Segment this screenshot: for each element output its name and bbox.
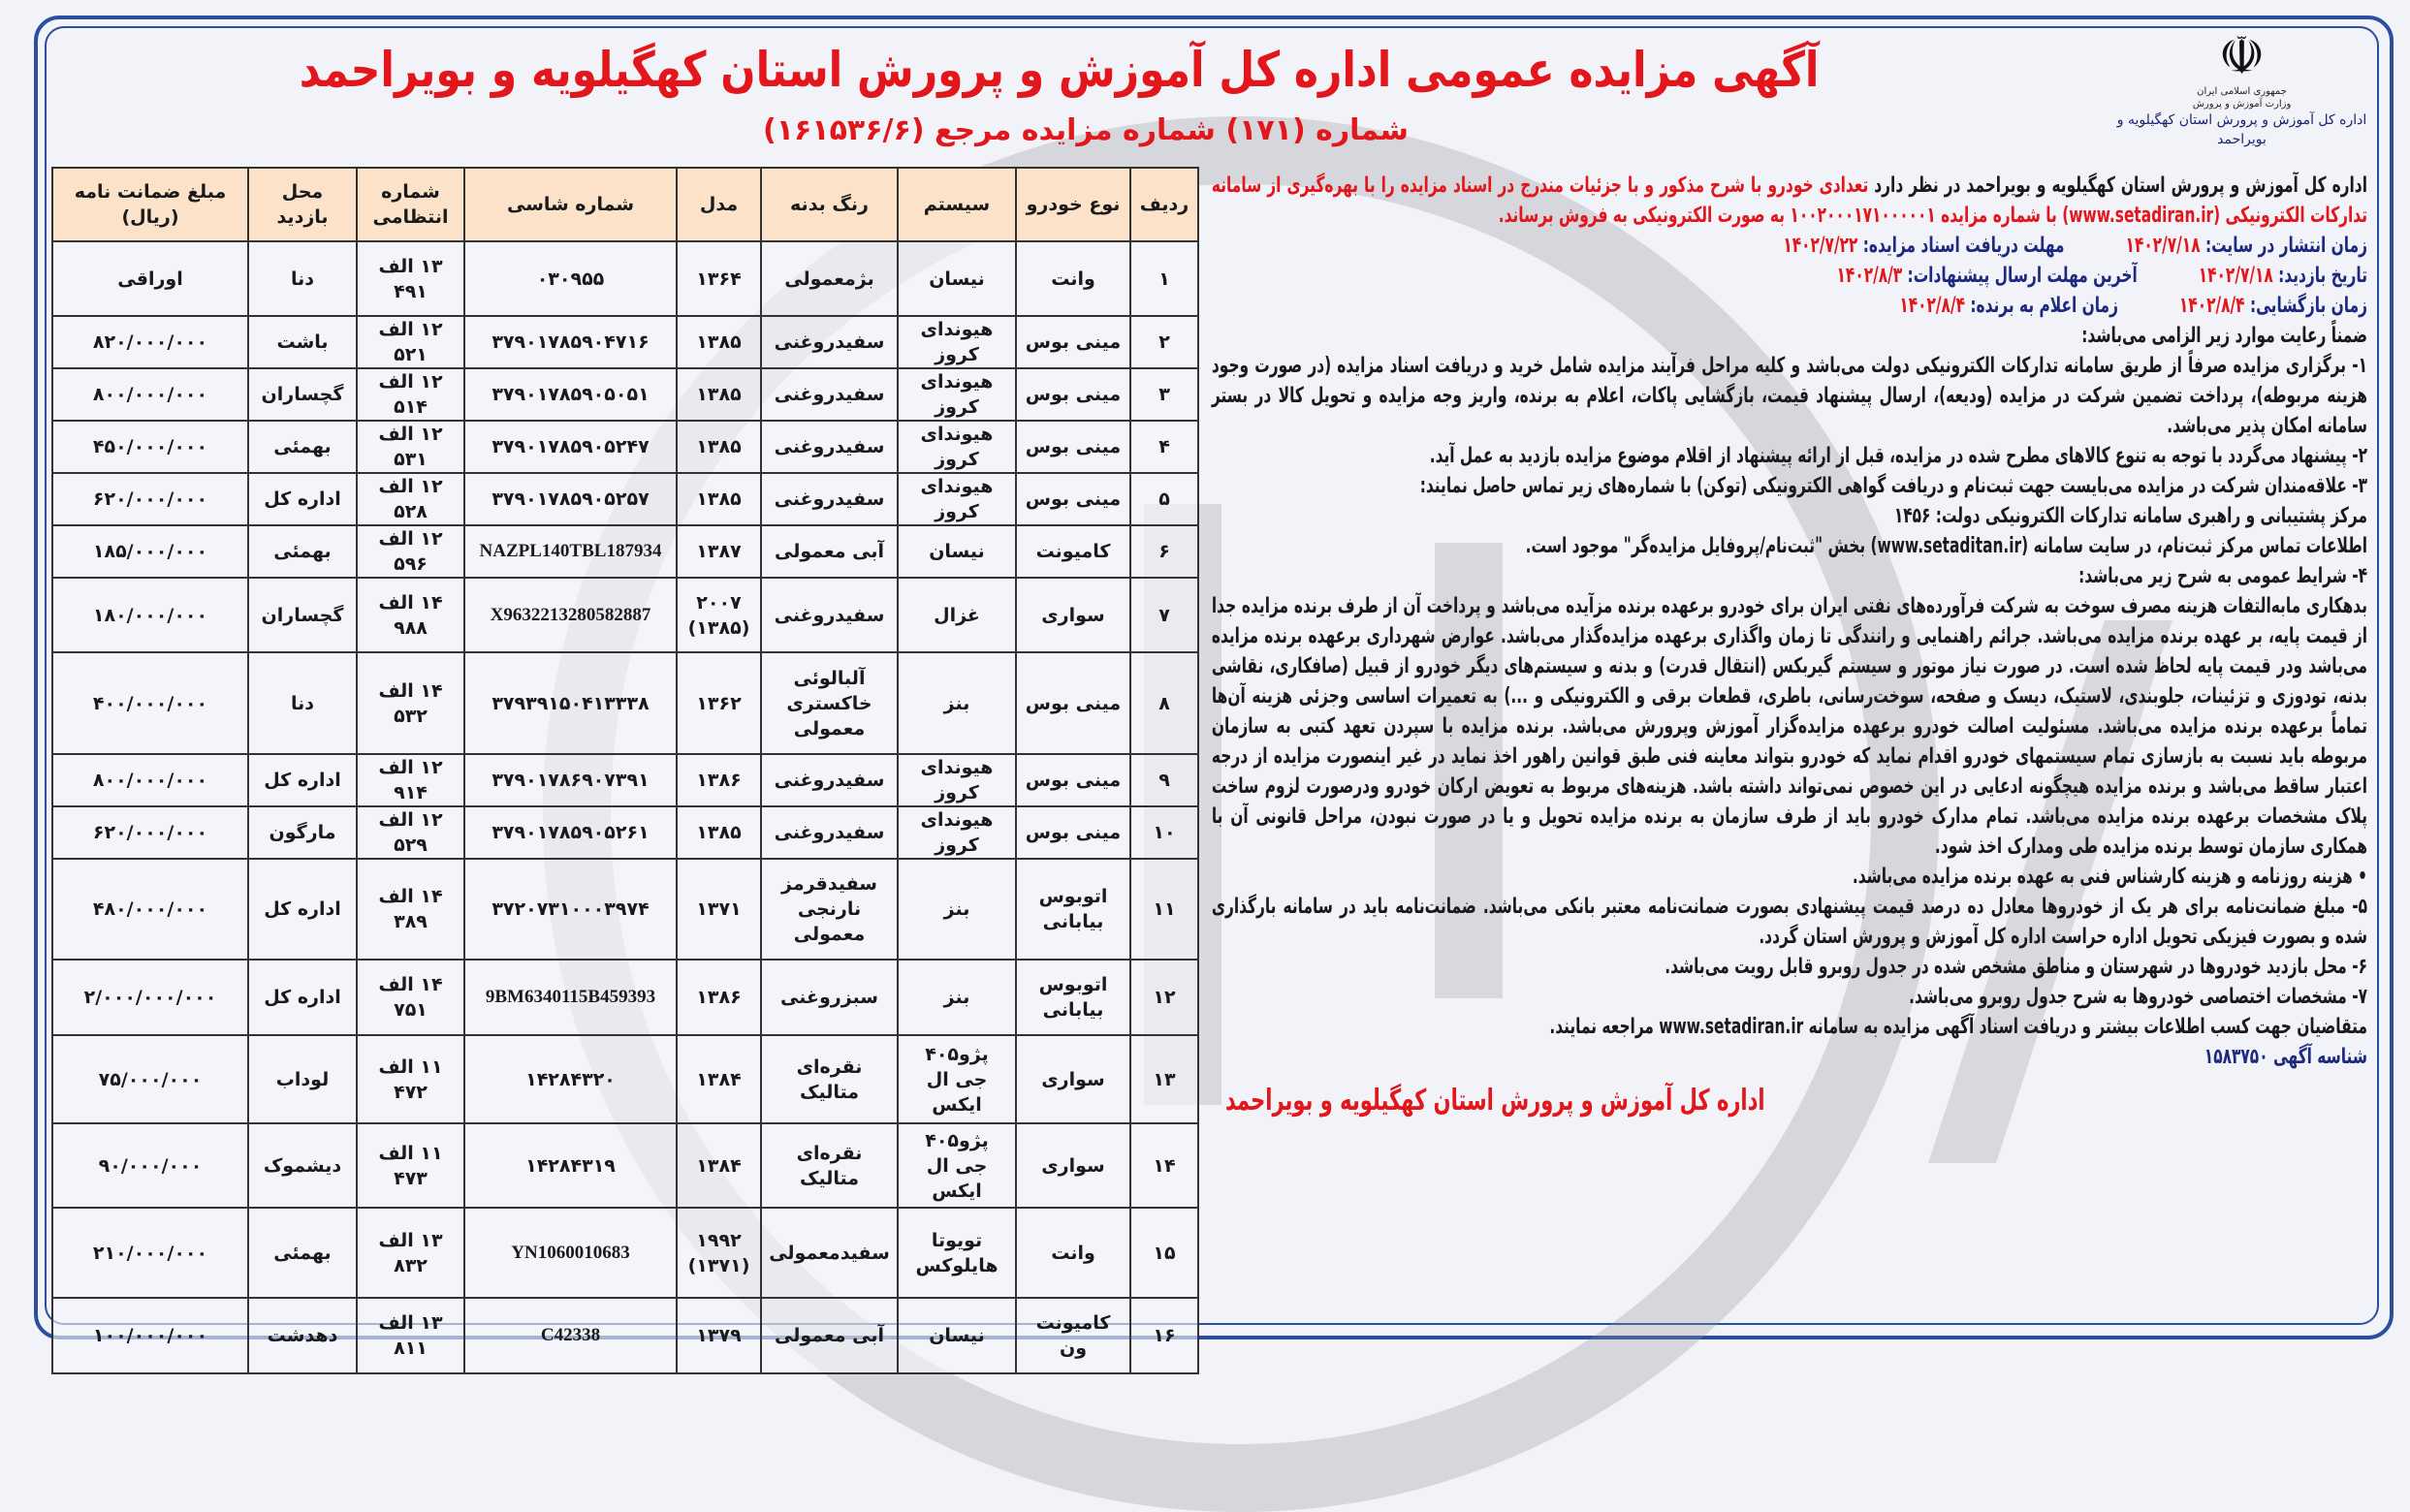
table-cell: ۱۱ الف ۴۷۳ (357, 1123, 464, 1208)
column-header: نوع خودرو (1016, 168, 1130, 241)
date-value: ۱۴۰۲/۷/۱۸ (2125, 234, 2201, 258)
table-cell: ۱۶ (1130, 1298, 1198, 1373)
table-cell: سفیدروغنی (761, 754, 898, 806)
table-cell: ۱۴ الف ۵۳۲ (357, 652, 464, 754)
table-cell: مارگون (248, 806, 357, 859)
table-cell: 9BM6340115B459393 (464, 960, 677, 1035)
table-cell: غزال (898, 578, 1016, 652)
table-cell: ۶۲۰/۰۰۰/۰۰۰ (52, 806, 248, 859)
table-cell: اتوبوس بیابانی (1016, 960, 1130, 1035)
table-cell: ۱۳۸۴ (677, 1123, 761, 1208)
table-cell: ۱۳ (1130, 1035, 1198, 1123)
table-cell: ۳۷۹۰۱۷۸۶۹۰۷۳۹۱ (464, 754, 677, 806)
table-cell: ۱۲ الف ۵۹۶ (357, 525, 464, 578)
table-cell: ۱۲ الف ۹۱۴ (357, 754, 464, 806)
table-cell: ۱۲ الف ۵۳۱ (357, 421, 464, 473)
table-cell: پژو۴۰۵ جی ال ایکس (898, 1035, 1016, 1123)
table-cell: ۰۳۰۹۵۵ (464, 241, 677, 316)
intro-highlight: تعدادی خودرو با شرح مذکور و با جزئیات مندرج در اسناد مزایده را با بهره‌گیری از سامانه تدارکات الکترونیکی (www.setadiran.ir) با شماره مزایده ۱۰۰۲۰۰۰۱۷۱۰۰۰۰۰۱ به صورت الکترونیکی به فروش برساند. (1211, 173, 2367, 228)
date-value: ۱۴۰۲/۷/۲۲ (1783, 234, 1858, 258)
table-cell: هیوندای کروز (898, 316, 1016, 368)
table-row (52, 578, 1198, 652)
table-cell: ۱۳ الف ۸۳۲ (357, 1208, 464, 1298)
table-cell: ۸۲۰/۰۰۰/۰۰۰ (52, 316, 248, 368)
table-cell: ۱۲ الف ۵۱۴ (357, 368, 464, 421)
table-cell: سفیدروغنی (761, 368, 898, 421)
table-cell: اوراقی (52, 241, 248, 316)
table-cell: ۲ (1130, 316, 1198, 368)
table-cell: اداره کل (248, 473, 357, 525)
table-cell: ۹ (1130, 754, 1198, 806)
column-header: سیستم (898, 168, 1016, 241)
table-cell: سواری (1016, 1035, 1130, 1123)
table-row (52, 1123, 1198, 1208)
table-cell: ۲/۰۰۰/۰۰۰/۰۰۰ (52, 960, 248, 1035)
table-row (52, 652, 1198, 754)
notice-text (1212, 171, 2367, 1072)
table-row (52, 754, 1198, 806)
table-cell: هیوندای کروز (898, 421, 1016, 473)
table-cell: سفیدروغنی (761, 578, 898, 652)
table-cell: گچساران (248, 368, 357, 421)
table-cell: ۱۸۵/۰۰۰/۰۰۰ (52, 525, 248, 578)
table-cell: تویوتا هایلوکس (898, 1208, 1016, 1298)
date-line (1212, 291, 2367, 321)
table-cell: ۱۳۸۵ (677, 421, 761, 473)
table-cell: سفیدقرمز نارنجی معمولی (761, 859, 898, 960)
condition-paragraph: ۷- مشخصات اختصاصی خودروها به شرح جدول روبرو می‌باشد. (1909, 985, 2367, 1009)
table-row (52, 960, 1198, 1035)
table-cell: مینی بوس (1016, 754, 1130, 806)
organization-logo (2113, 27, 2370, 158)
condition-paragraph: ۴- شرایط عمومی به شرح زیر می‌باشد: (2078, 564, 2367, 588)
date-label: زمان اعلام به برنده: (1964, 294, 2118, 318)
condition-paragraph: مرکز پشتیبانی و راهبری سامانه تدارکات الکترونیکی دولت: ۱۴۵۶ (1893, 504, 2367, 528)
table-cell: ۱۴ (1130, 1123, 1198, 1208)
table-cell: ۱۳۸۴ (677, 1035, 761, 1123)
table-cell: ۱۳۶۴ (677, 241, 761, 316)
condition-paragraph: ۱- برگزاری مزایده صرفاً از طریق سامانه تدارکات الکترونیکی دولت می‌باشد و کلیه مراحل فرآیند مزایده شامل خرید و دریافت اسناد مزایده (در صورت وجود هزینه مربوطه)، پرداخت تضمین شرکت در مزایده (ودیعه)، ارسال پیشنهاد قیمت، بازگشایی پاکات، اعلام به برنده، واریز وجه مزایده و تحویل کالا در بستر سامانه امکان پذیر می‌باشد. (1211, 354, 2367, 438)
table-row (52, 368, 1198, 421)
date-value: ۱۴۰۲/۸/۴ (2178, 294, 2245, 318)
table-cell: ۱۳۸۵ (677, 806, 761, 859)
table-cell: اداره کل (248, 859, 357, 960)
column-header: شماره شاسی (464, 168, 677, 241)
table-cell: ۱۴ الف ۹۸۸ (357, 578, 464, 652)
table-cell: ۷۵/۰۰۰/۰۰۰ (52, 1035, 248, 1123)
table-cell: سواری (1016, 1123, 1130, 1208)
ad-id: شناسه آگهی ۱۵۸۳۷۵۰ (2204, 1045, 2367, 1069)
intro-text: اداره کل آموزش و پرورش استان کهگیلویه و بویراحمد در نظر دارد (1868, 173, 2367, 198)
condition-paragraph: ۵- مبلغ ضمانت‌نامه برای هر یک از خودروها معادل ده درصد قیمت پیشنهادی بصورت ضمانت‌نامه معتبر بانکی می‌باشد. ضمانت‌نامه باید در سامانه بارگذاری شده و بصورت فیزیکی تحویل اداره حراست اداره کل آموزش و پرورش استان گردد. (1211, 895, 2367, 949)
table-cell: نیسان (898, 525, 1016, 578)
table-cell: ۴۵۰/۰۰۰/۰۰۰ (52, 421, 248, 473)
table-cell: ۸۰۰/۰۰۰/۰۰۰ (52, 368, 248, 421)
table-cell: وانت (1016, 241, 1130, 316)
date-label: تاریخ بازدید: (2272, 264, 2367, 288)
dates-block (1212, 231, 2367, 321)
table-cell: ۸۰۰/۰۰۰/۰۰۰ (52, 754, 248, 806)
date-label: زمان بازگشایی: (2244, 294, 2367, 318)
table-cell: ۱۰ (1130, 806, 1198, 859)
table-cell: ۱۳۶۲ (677, 652, 761, 754)
table-cell: سبزروغنی (761, 960, 898, 1035)
table-cell: ۳ (1130, 368, 1198, 421)
table-cell: وانت (1016, 1208, 1130, 1298)
table-cell: نیسان (898, 1298, 1016, 1373)
footer-organization: اداره کل آموزش و پرورش استان کهگیلویه و بویراحمد (1224, 1084, 1765, 1118)
date-value: ۱۴۰۲/۸/۳ (1836, 264, 1903, 288)
table-cell: ۶ (1130, 525, 1198, 578)
table-cell: ۱۸۰/۰۰۰/۰۰۰ (52, 578, 248, 652)
table-cell: مینی بوس (1016, 421, 1130, 473)
table-cell: ۱۲ الف ۵۲۸ (357, 473, 464, 525)
table-cell: ۸ (1130, 652, 1198, 754)
table-cell: مینی بوس (1016, 473, 1130, 525)
table-cell: ۱۵ (1130, 1208, 1198, 1298)
table-cell: ۳۷۹۰۱۷۸۵۹۰۴۷۱۶ (464, 316, 677, 368)
logo-organization-name: اداره کل آموزش و پرورش استان کهگیلویه و بویراحمد (2116, 112, 2367, 147)
table-cell: ۱۱ (1130, 859, 1198, 960)
table-cell: هیوندای کروز (898, 806, 1016, 859)
table-cell: مینی بوس (1016, 316, 1130, 368)
table-header-row (52, 168, 1198, 241)
table-cell: ۷ (1130, 578, 1198, 652)
conditions-block (1212, 321, 2367, 1042)
table-cell: ۹۰/۰۰۰/۰۰۰ (52, 1123, 248, 1208)
table-cell: سفیدروغنی (761, 473, 898, 525)
table-cell: ۱ (1130, 241, 1198, 316)
table-cell: کامیونت (1016, 525, 1130, 578)
table-cell: مینی بوس (1016, 806, 1130, 859)
table-cell: ۱۳۸۶ (677, 960, 761, 1035)
column-header: ردیف (1130, 168, 1198, 241)
condition-paragraph: بدهکاری مابه‌التفات هزینه مصرف سوخت به شرکت فرآورده‌های نفتی ایران برای خودرو برعهده برنده مزآیده می‌باشد و پرداخت آن از طرف برنده مزایده جدا از قیمت پایه، بر عهده برنده مزایده می‌باشد. جرائم راهنمایی و رانندگی تا زمان واگذاری برعهده مزایده‌گذار می‌باشد. عوارض شهرداری برعهده برنده مزایده می‌باشد ودر قیمت پایه لحاظ شده است. در صورت نیاز موتور و سیستم گیربکس (انتقال قدرت) و بدنه و سیستم‌های دیگر خودرو از قبیل (صافکاری، نقاشی بدنه، تودوزی و تزئینات، جلوبندی، لاستیک، دیسک و صفحه، سوخت‌رسانی، باطری، قطعات برقی و الکترونیکی و ...) به تعمیرات اساسی وجزئی هزینه آن‌ها تماماً برعهده برنده مزایده می‌باشد. مسئولیت اصالت خودرو برعهده مزایده‌گزار آموزش وپرورش می‌باشد. برنده مزایده با سپردن تعهد کتبی به سازمان مربوطه باید نسبت به بازسازی تمام سیستمهای خودرو اقدام نماید که خودرو بتواند معاینه فنی طبق قوانین راهور اخذ نماید در غیر اینصورت مزایده از درجه اعتبار ساقط می‌باشد و برنده مزایده هیچگونه ادعایی در این خصوص نمی‌تواند داشته باشد. هزینه‌های مربوط به تعویض ارکان خودرو ودرصورت لزوم ساخت پلاک مشخصات برعهده برنده مزایده می‌باشد. تمام مدارک خودرو باید از طرف سازمان به برنده مزایده تحویل و یا در صورت نبودن، مراحل قانونی آن با همکاری سازمان توسط برنده مزایده طی ومدارک اخذ شود. (1211, 594, 2367, 859)
table-cell: ۱۴۲۸۴۳۱۹ (464, 1123, 677, 1208)
table-cell: ۱۲ الف ۵۲۱ (357, 316, 464, 368)
table-cell: بنز (898, 960, 1016, 1035)
table-cell: هیوندای کروز (898, 368, 1016, 421)
condition-paragraph: اطلاعات تماس مرکز ثبت‌نام، در سایت سامانه (www.setaditan.ir) بخش "ثبت‌نام/پروفایل مزایده‌گر" موجود است. (1525, 534, 2367, 558)
column-header: مبلغ ضمانت نامه (ریال) (52, 168, 248, 241)
table-cell: ۳۷۹۰۱۷۸۵۹۰۵۰۵۱ (464, 368, 677, 421)
table-cell: دنا (248, 241, 357, 316)
table-cell: اتوبوس بیابانی (1016, 859, 1130, 960)
date-value: ۱۴۰۲/۸/۴ (1899, 294, 1965, 318)
page-title: آگهی مزایده عمومی اداره کل آموزش و پرورش استان کهگیلویه و بویراحمد (299, 42, 1820, 98)
notice-column (1212, 171, 2367, 1120)
table-cell: نقره‌ای متالیک (761, 1035, 898, 1123)
table-cell: C42338 (464, 1298, 677, 1373)
table-cell: ۱۳۸۵ (677, 368, 761, 421)
table-cell: ۱۳۸۷ (677, 525, 761, 578)
table-cell: باشت (248, 316, 357, 368)
column-header: محل بازدید (248, 168, 357, 241)
table-cell: لوداب (248, 1035, 357, 1123)
table-cell: ۳۷۹۰۱۷۸۵۹۰۵۲۵۷ (464, 473, 677, 525)
table-row (52, 1298, 1198, 1373)
table-cell: ۱۳۷۱ (677, 859, 761, 960)
column-header: رنگ بدنه (761, 168, 898, 241)
condition-paragraph: • هزینه روزنامه و هزینه کارشناس فنی به عهده برنده مزایده می‌باشد. (1852, 865, 2367, 889)
table-cell: YN1060010683 (464, 1208, 677, 1298)
table-cell: NAZPL140TBL187934 (464, 525, 677, 578)
table-cell: اداره کل (248, 754, 357, 806)
table-row (52, 806, 1198, 859)
table-cell: بژمعمولی (761, 241, 898, 316)
table-cell: ۲۱۰/۰۰۰/۰۰۰ (52, 1208, 248, 1298)
table-row (52, 316, 1198, 368)
table-cell: سواری (1016, 578, 1130, 652)
intro-paragraph (1212, 171, 2367, 231)
table-cell: ۶۲۰/۰۰۰/۰۰۰ (52, 473, 248, 525)
condition-paragraph: متقاضیان جهت کسب اطلاعات بیشتر و دریافت اسناد آگهی مزایده به سامانه www.setadiran.ir مراجعه نمایند. (1549, 1015, 2367, 1039)
table-cell: ۵ (1130, 473, 1198, 525)
table-cell: ۱۲ الف ۵۲۹ (357, 806, 464, 859)
table-cell: سفیدمعمولی (761, 1208, 898, 1298)
table-cell: ۴۰۰/۰۰۰/۰۰۰ (52, 652, 248, 754)
table-row (52, 525, 1198, 578)
logo-line: جمهوری اسلامی ایران (2197, 86, 2287, 97)
column-header: شماره انتظامی (357, 168, 464, 241)
table-cell: ۱۳۷۹ (677, 1298, 761, 1373)
table-row (52, 473, 1198, 525)
table-cell: ۴۸۰/۰۰۰/۰۰۰ (52, 859, 248, 960)
table-cell: نیسان (898, 241, 1016, 316)
table-cell: ۱۳ الف ۴۹۱ (357, 241, 464, 316)
table-row (52, 421, 1198, 473)
table-cell: سفیدروغنی (761, 421, 898, 473)
table-cell: ۱۴۲۸۴۳۲۰ (464, 1035, 677, 1123)
date-label: آخرین مهلت ارسال پیشنهادات: (1902, 264, 2138, 288)
table-cell: ۱۳۸۵ (677, 473, 761, 525)
table-row (52, 241, 1198, 316)
table-cell: ۱۳۸۶ (677, 754, 761, 806)
table-cell: ۱۳ الف ۸۱۱ (357, 1298, 464, 1373)
table-cell: ۴ (1130, 421, 1198, 473)
table-cell: ۱۴ الف ۳۸۹ (357, 859, 464, 960)
table-cell: X9632213280582887 (464, 578, 677, 652)
table-cell: ۳۷۹۰۱۷۸۵۹۰۵۲۶۱ (464, 806, 677, 859)
condition-paragraph: ۳- علاقه‌مندان شرکت در مزایده می‌بایست جهت ثبت‌نام و دریافت گواهی الکترونیکی (توکن) با شماره‌های زیر تماس حاصل نمایند: (1419, 474, 2367, 498)
condition-paragraph: ضمناً رعایت موارد زیر الزامی می‌باشد: (2081, 324, 2367, 348)
table-cell: بنز (898, 652, 1016, 754)
table-cell: سفیدروغنی (761, 806, 898, 859)
condition-paragraph: ۲- پیشنهاد می‌گردد با توجه به تنوع کالاهای مطرح شده در مزایده، قبل از ارائه پیشنهاد از اقلام موضوع مزایده بازدید به عمل آید. (1429, 444, 2367, 468)
table-cell: مینی بوس (1016, 652, 1130, 754)
table-cell: ۱۴ الف ۷۵۱ (357, 960, 464, 1035)
table-cell: بهمئی (248, 1208, 357, 1298)
date-value: ۱۴۰۲/۷/۱۸ (2198, 264, 2273, 288)
table-row (52, 1208, 1198, 1298)
table-cell: مینی بوس (1016, 368, 1130, 421)
table-cell: ۳۷۹۳۹۱۵۰۴۱۳۳۳۸ (464, 652, 677, 754)
table-cell: اداره کل (248, 960, 357, 1035)
table-cell: ۱۰۰/۰۰۰/۰۰۰ (52, 1298, 248, 1373)
table-cell: سفیدروغنی (761, 316, 898, 368)
table-cell: ۱۹۹۲ (۱۳۷۱) (677, 1208, 761, 1298)
table-cell: ۲۰۰۷ (۱۳۸۵) (677, 578, 761, 652)
table-cell: آبی معمولی (761, 1298, 898, 1373)
date-line (1212, 231, 2367, 261)
table-cell: هیوندای کروز (898, 754, 1016, 806)
table-cell: ۱۳۸۵ (677, 316, 761, 368)
table-row (52, 859, 1198, 960)
table-cell: بهمئی (248, 525, 357, 578)
table-cell: ۳۷۲۰۷۳۱۰۰۰۳۹۷۴ (464, 859, 677, 960)
table-cell: آبی معمولی (761, 525, 898, 578)
table-cell: ۱۲ (1130, 960, 1198, 1035)
iran-emblem-icon: ☫ (2218, 25, 2266, 86)
table-cell: ۳۷۹۰۱۷۸۵۹۰۵۲۴۷ (464, 421, 677, 473)
date-label: مهلت دریافت اسناد مزایده: (1857, 234, 2065, 258)
table-row (52, 1035, 1198, 1123)
column-header: مدل (677, 168, 761, 241)
table-cell: دیشموک (248, 1123, 357, 1208)
table-cell: نقره‌ای متالیک (761, 1123, 898, 1208)
table-cell: پژو۴۰۵ جی ال ایکس (898, 1123, 1016, 1208)
table-cell: دنا (248, 652, 357, 754)
table-cell: هیوندای کروز (898, 473, 1016, 525)
table-cell: گچساران (248, 578, 357, 652)
logo-line: وزارت آموزش و پرورش (2192, 99, 2292, 110)
page-subtitle: شماره (۱۷۱) شماره مزایده مرجع (۱۶۱۵۳۶/۶) (762, 113, 1410, 147)
table-cell: بنز (898, 859, 1016, 960)
table-cell: ۱۱ الف ۴۷۲ (357, 1035, 464, 1123)
date-line (1212, 261, 2367, 291)
table-cell: دهدشت (248, 1298, 357, 1373)
table-cell: آلبالوئی خاکستری معمولی (761, 652, 898, 754)
condition-paragraph: ۶- محل بازدید خودروها در شهرستان و مناطق مشخص شده در جدول روبرو قابل رویت می‌باشد. (1665, 955, 2367, 979)
table-cell: کامیونت ون (1016, 1298, 1130, 1373)
table-cell: بهمئی (248, 421, 357, 473)
vehicles-table (51, 167, 1199, 1374)
date-label: زمان انتشار در سایت: (2200, 234, 2367, 258)
